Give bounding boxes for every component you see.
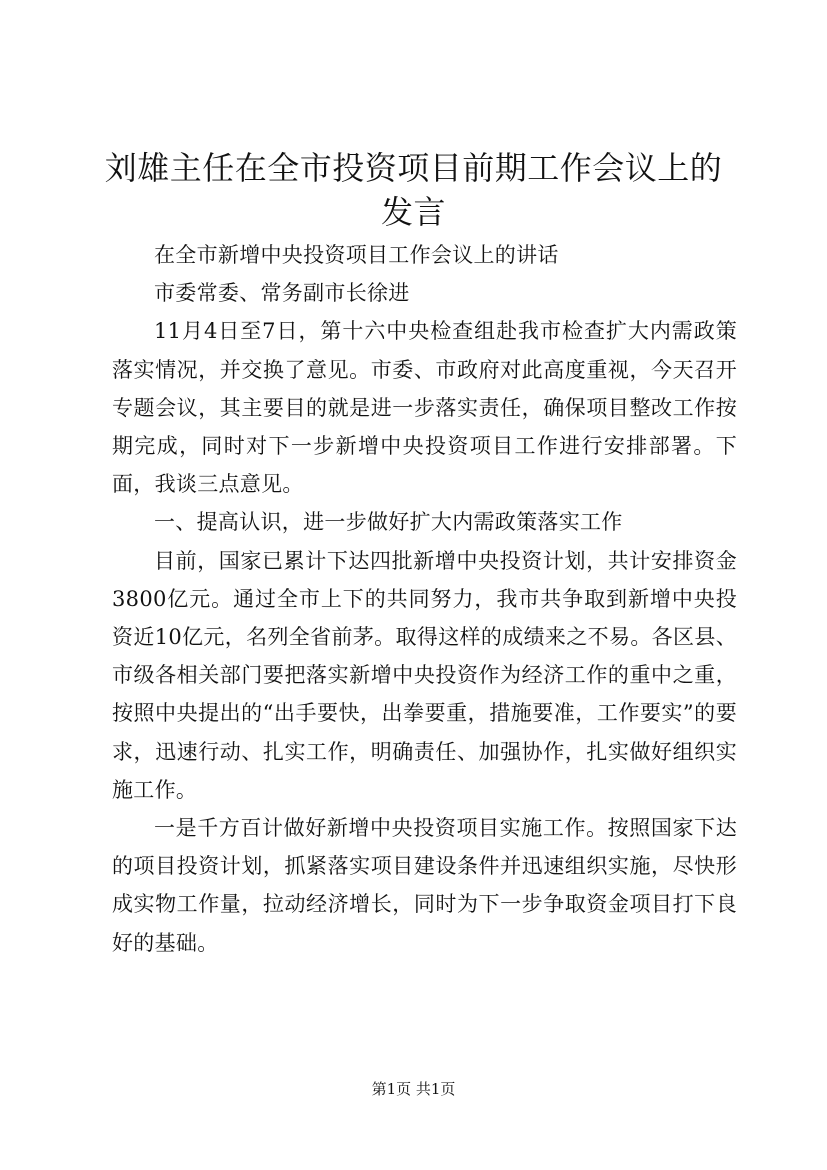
body-paragraph: 一是千方百计做好新增中央投资项目实施工作。按照国家下达的项目投资计划，抓紧落实项目建设条件并迅速组织实施，尽快形成实物工作量，拉动经济增长，同时为下一步争取资金项目打下良好的基础。	[112, 816, 737, 955]
document-title: 刘雄主任在全市投资项目前期工作会议上的发言	[104, 149, 723, 231]
subtitle-paragraph: 在全市新增中央投资项目工作会议上的讲话	[154, 243, 559, 267]
body-paragraph: 11月4日至7日，第十六中央检查组赴我市检查扩大内需政策落实情况，并交换了意见。市委、市政府对此高度重视，今天召开专题会议，其主要目的就是进一步落实责任，确保项目整改工作按期完成，同时对下一步新增中央投资项目工作进行安排部署。下面，我谈三点意见。	[112, 319, 737, 497]
body-paragraph: 目前，国家已累计下达四批新增中央投资计划，共计安排资金3800亿元。通过全市上下的共同努力，我市共争取到新增中央投资近10亿元，名列全省前茅。取得这样的成绩来之不易。各区县、市级各相关部门要把落实新增中央投资作为经济工作的重中之重，按照中央提出的“出手要快，出拳要重，措施要准，工作要实”的要求，迅速行动、扎实工作，明确责任、加强协作，扎实做好组织实施工作。	[112, 548, 737, 802]
page-footer: 第1页 共1页	[371, 1080, 456, 1098]
document-body	[112, 236, 737, 962]
speaker-paragraph: 市委常委、常务副市长徐进	[154, 281, 410, 306]
section-heading-paragraph: 一、提高认识，进一步做好扩大内需政策落实工作	[154, 510, 623, 535]
